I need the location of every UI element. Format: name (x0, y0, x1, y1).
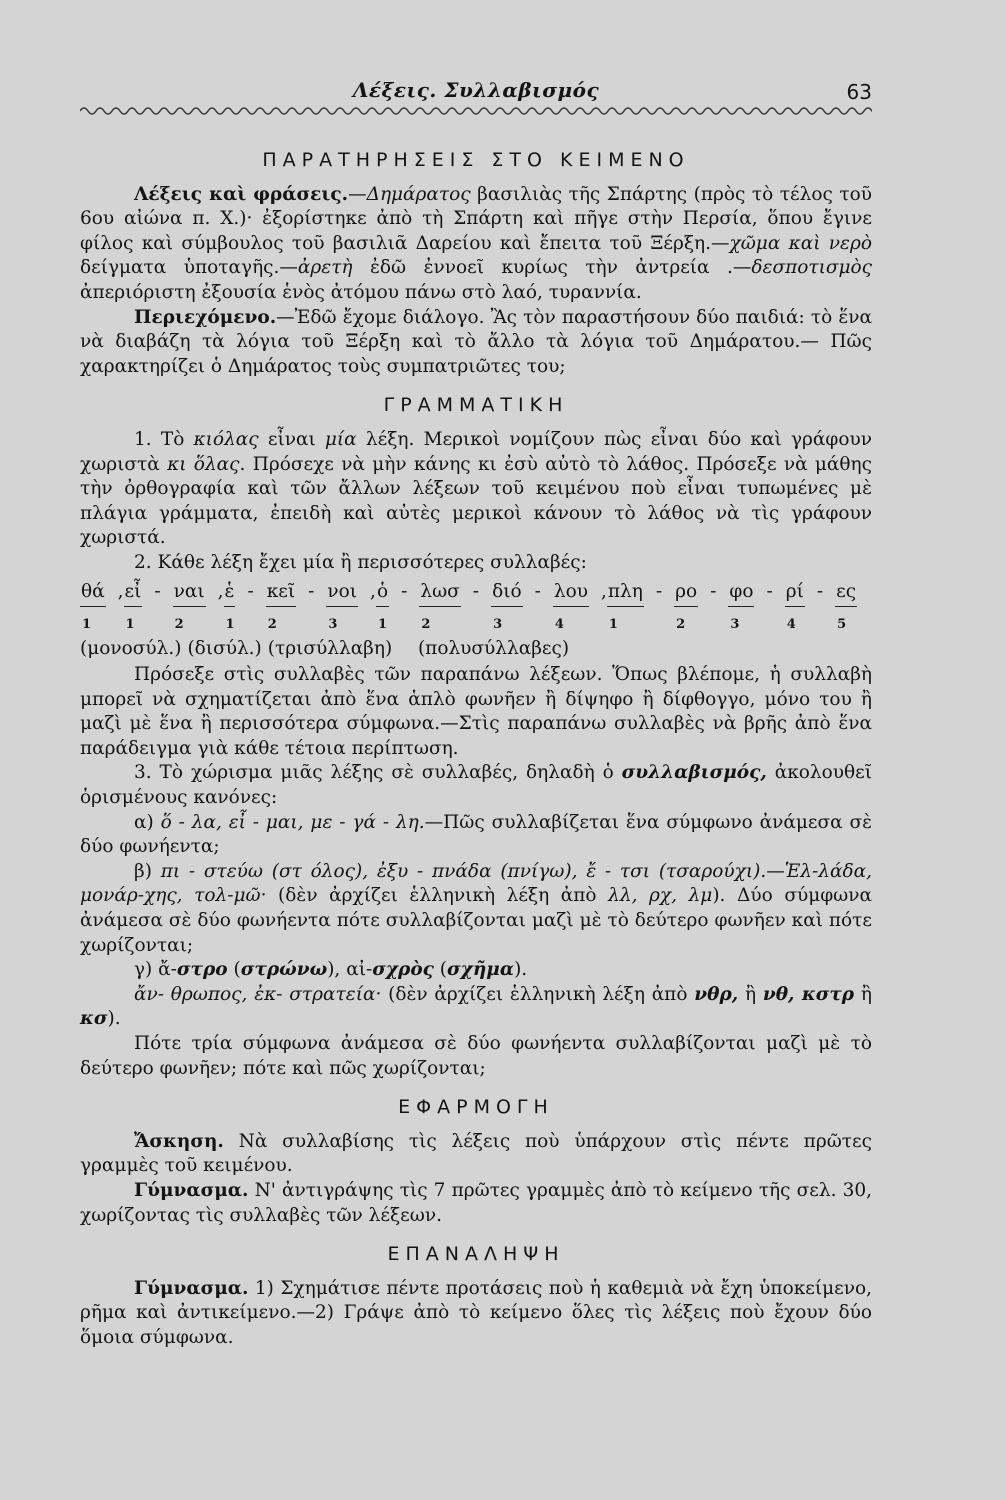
wavy-rule-divider (80, 104, 872, 118)
text: —Ἐδῶ ἔχομε διάλογο. Ἂς τὸν παραστήσουν δύο παιδιά: τὸ ἕνα νὰ διαβάζη τὰ λόγια τοῦ Ξέρξη καὶ τὸ ἄλλο τὰ λόγια τοῦ Δημάρατου.— Πῶς χαρακτηρίζει ὁ Δημάρατος τοὺς συμπατριῶτες του; (80, 306, 872, 377)
example: σχῆμα (447, 959, 515, 981)
syllable-hyphen: - (655, 580, 663, 602)
text: ἢ (738, 983, 763, 1005)
text: ). Δύο σύμφωνα ἀνάμεσα σὲ δύο φωνήεντα πότε συλλαβίζονται μαζὶ μὲ τὸ δεύτερο φωνῆεν καὶ πότε χωρίζονται; (80, 885, 873, 956)
syllable-word-4 (376, 580, 607, 608)
syllable: εἶ (124, 580, 143, 608)
section-title-application: ΕΦΑΡΜΟΓΗ (398, 1096, 554, 1119)
term-arete: ἀρετὴ (297, 257, 353, 279)
example: ὅ - λα, εἶ - μαι, με - γά - λη. (160, 811, 425, 833)
text: ἢ (854, 983, 872, 1005)
syllable-word-5 (607, 580, 857, 608)
text: δείγματα ὑποταγῆς.— (80, 257, 298, 279)
syllable-number: 1 (225, 617, 235, 633)
syllable-separator: , (217, 580, 224, 602)
syllable-word-1 (80, 580, 124, 608)
example: λλ, ρχ, λμ (608, 885, 713, 907)
syllable: ες (835, 580, 857, 608)
section-title-review: ΕΠΑΝΑΛΗΨΗ (387, 1243, 565, 1266)
text: ἀπεριόριστη ἐξουσία ἑνὸς ἀτόμου πάνω στὸ λαό, τυραννία. (80, 281, 642, 303)
example: στρώνω (240, 959, 328, 981)
text: ( (433, 959, 448, 981)
review-drill-paragraph (80, 1277, 872, 1351)
syllable: ὁ (376, 580, 389, 608)
syllable-number: 4 (786, 617, 796, 633)
syllable-word-3 (224, 580, 376, 608)
syllable-hyphen: - (401, 580, 408, 602)
syllable-hyphen: - (247, 580, 254, 602)
text: λέξη. Μερικοὶ νομίζουν πὼς εἶναι δύο καὶ γράφουν χωριστὰ (80, 428, 873, 475)
text: —Πῶς συλλαβίζεται ἕνα σύμφωνο ἀνάμεσα σὲ δύο φωνήεντα; (80, 811, 872, 858)
syllable-separator: , (370, 580, 376, 602)
rule-b (80, 860, 872, 958)
text: εἶναι (258, 428, 325, 450)
content-paragraph (80, 306, 872, 380)
text: 1) Σχημάτισε πέντε προτάσεις ποὺ ἡ καθεμιὰ νὰ ἔχη ὑποκείμενο, ρῆμα καὶ ἀντικείμενο.—2) Γράψε ἀπὸ τὸ κείμενο ὅλες τὶς λέξεις ποὺ ἔχουν δύο ὅμοια σύμφωνα. (80, 1277, 872, 1348)
text: ), αἰ- (327, 959, 373, 981)
example: σχρὸς (372, 959, 434, 981)
term: κι ὅλας (167, 453, 240, 475)
syllable-number: 1 (82, 617, 92, 633)
syllable-hyphen: - (154, 580, 161, 602)
syllable-number: 1 (125, 617, 135, 633)
term-syllabification: συλλαβισμός, (621, 762, 767, 784)
running-title: Λέξεις. Συλλαβισμός (352, 78, 600, 102)
syllable-label-row (80, 637, 872, 663)
rule-c (80, 958, 872, 983)
words-and-phrases-paragraph (80, 183, 872, 306)
syllable-number: 1 (377, 617, 387, 633)
text: ἀκολουθεῖ ὁρισμένους κανόνες: (80, 762, 872, 809)
section-title-observations: ΠΑΡΑΤΗΡΗΣΕΙΣ ΣΤΟ ΚΕΙΜΕΝΟ (262, 149, 690, 171)
example: ἄν- θρωπος, ἐκ- στρατεία· (134, 983, 382, 1005)
page-content (80, 142, 872, 1351)
term-demaratos: Δημάρατος (366, 183, 471, 205)
syllable: φο (728, 580, 754, 608)
lead-words-phrases: Λέξεις καὶ φράσεις. (134, 183, 349, 205)
text: Νὰ συλλαβίσης τὶς λέξεις ποὺ ὑπάρχουν στὶς πέντε πρῶτες γραμμὲς τοῦ κειμένου. (80, 1130, 872, 1177)
text: ( (227, 959, 241, 981)
syllable-number: 2 (267, 617, 277, 633)
text: ἐδῶ ἐννοεῖ κυρίως τὴν ἀντρεία .— (352, 257, 752, 279)
example: νθρ, (694, 983, 739, 1005)
example: νθ, κστρ (762, 983, 855, 1005)
syllable-separator: , (600, 580, 607, 602)
syllable: κεῖ (266, 580, 296, 608)
syllable-number: 2 (676, 617, 686, 633)
grammar-paragraph-2: 2. Κάθε λέξη ἔχει μία ἢ περισσότερες συλλαβές: (134, 551, 587, 573)
text: ). (514, 959, 528, 981)
syllable-number: 1 (608, 617, 618, 633)
syllable-number: 3 (328, 617, 338, 633)
lead-drill: Γύμνασμα. (134, 1179, 249, 1201)
text: Ν' ἀντιγράψης τὶς 7 πρῶτες γραμμὲς ἀπὸ τὸ κείμενο τῆς σελ. 30, χωρίζοντας τὶς συλλαβὲς τῶν λέξεων. (80, 1179, 872, 1226)
syllable-type-label: (δισύλ.) (187, 638, 262, 660)
text: α) (134, 811, 161, 833)
syllable-number: 3 (493, 617, 503, 633)
syllable-word-2 (124, 580, 224, 608)
syllable-count-row (80, 613, 872, 633)
syllable-examples-row (80, 580, 872, 608)
term-earth-water: χῶμα καὶ νερὸ (729, 232, 872, 254)
rule-c-continued (80, 983, 872, 1032)
lead-content: Περιεχόμενο. (134, 306, 277, 328)
syllable: πλη (607, 580, 644, 608)
syllable: ρο (674, 580, 698, 608)
term-despotism: δεσποτισμὸς (751, 257, 873, 279)
syllable-number: 3 (730, 617, 740, 633)
syllable-separator: , (117, 580, 124, 602)
text: (δὲν ἀρχίζει ἑλληνικὴ λέξη ἀπὸ (381, 983, 695, 1005)
syllable-hyphen: - (766, 580, 773, 602)
rule-a (80, 811, 872, 860)
grammar-paragraph-3: Πρόσεξε στὶς συλλαβὲς τῶν παραπάνω λέξεων. Ὅπως βλέπομε, ἡ συλλαβὴ μπορεῖ νὰ σχηματίζεται ἀπὸ ἕνα ἁπλὸ φωνῆεν ἢ δίψηφο ἢ δίφθογγο, μόνο του ἢ μαζὶ μὲ ἕνα ἢ περισσότερα σύμφωνα.—Στὶς παραπάνω συλλαβὲς νὰ βρῆς ἀπὸ ἕνα παράδειγμα γιὰ κάθε τέτοια περίπτωση. (80, 664, 872, 759)
text: γ) ἄ- (134, 959, 177, 981)
syllable-number: 2 (174, 617, 184, 633)
syllable-number: 2 (421, 617, 431, 633)
syllable-hyphen: - (816, 580, 824, 602)
lead-exercise: Ἄσκηση. (134, 1130, 224, 1152)
page-number: 63 (846, 80, 872, 104)
grammar-paragraph-4 (80, 761, 872, 810)
text: 1. Τὸ (134, 428, 194, 450)
term: κιόλας (193, 428, 259, 450)
syllable: λου (553, 580, 589, 608)
syllable-type-label: (πολυσύλλαβες) (417, 638, 570, 660)
syllable-hyphen: - (308, 580, 315, 602)
syllable: θά (80, 580, 106, 608)
drill-paragraph (80, 1179, 872, 1228)
syllable-hyphen: - (472, 580, 480, 602)
grammar-paragraph-1 (80, 428, 872, 551)
example: πι - στεύω (στ όλος), ἐξυ - πνάδα (πνίγω), ἔ - τσι (τσαρούχι).—Ἑλ-λάδα, μονάρ-χης, τολ-μῶ· (80, 860, 872, 907)
syllable-hyphen: - (534, 580, 541, 602)
syllable: λωσ (419, 580, 460, 608)
syllable: νοι (326, 580, 358, 608)
syllable-number: 4 (554, 617, 564, 633)
syllable-type-label: (τρισύλλαβη) (267, 638, 393, 660)
text: (δὲν ἀρχίζει ἑλληνικὴ λέξη ἀπὸ (266, 885, 609, 907)
text: . Πρόσεχε νὰ μὴν κάνης κι ἐσὺ αὐτὸ τὸ λάθος. Πρόσεξε νὰ μάθης τὴν ὀρθογραφία καὶ τῶν ἄλλων λέξεων τοῦ κειμένου ποὺ εἶναι τυπωμένες μὲ πλάγια γράμματα, ἐπειδὴ καὶ αὐτὲς μερικοὶ κάνουν τὸ λάθος νὰ τὶς γράφουν χωριστά. (80, 453, 872, 549)
grammar-paragraph-5: Πότε τρία σύμφωνα ἀνάμεσα σὲ δύο φωνήεντα συλλαβίζονται μαζὶ μὲ τὸ δεύτερο φωνῆεν; πότε καὶ πῶς χωρίζονται; (80, 1033, 872, 1079)
syllable: ναι (173, 580, 206, 608)
text: βασιλιὰς τῆς Σπάρτης (πρὸς τὸ τέλος τοῦ 6ου αἰώνα π. Χ.)· ἐξορίστηκε ἀπὸ τὴ Σπάρτη καὶ πῆγε στὴν Περσία, ὅπου ἔγινε φίλος καὶ σύμβουλος τοῦ βασιλιᾶ Δαρείου καὶ ἔπειτα τοῦ Ξέρξη.— (80, 183, 872, 254)
term: μία (324, 428, 357, 450)
lead-review-drill: Γύμνασμα. (134, 1277, 249, 1299)
text: — (348, 183, 367, 205)
section-title-grammar: ΓΡΑΜΜΑΤΙΚΗ (383, 394, 569, 417)
syllable: διό (491, 580, 523, 608)
syllable: ρί (785, 580, 805, 608)
exercise-paragraph (80, 1130, 872, 1179)
syllable-hyphen: - (710, 580, 717, 602)
example: κσ (80, 1008, 108, 1030)
example: στρο (176, 959, 228, 981)
text: ). (107, 1008, 121, 1030)
text: β) (134, 860, 161, 882)
syllable-type-label: (μονοσύλ.) (80, 638, 182, 660)
text: 3. Τὸ χώρισμα μιᾶς λέξης σὲ συλλαβές, δηλαδὴ ὁ (134, 762, 622, 784)
syllable: ἑ (224, 580, 236, 608)
syllable-number: 5 (837, 617, 847, 633)
